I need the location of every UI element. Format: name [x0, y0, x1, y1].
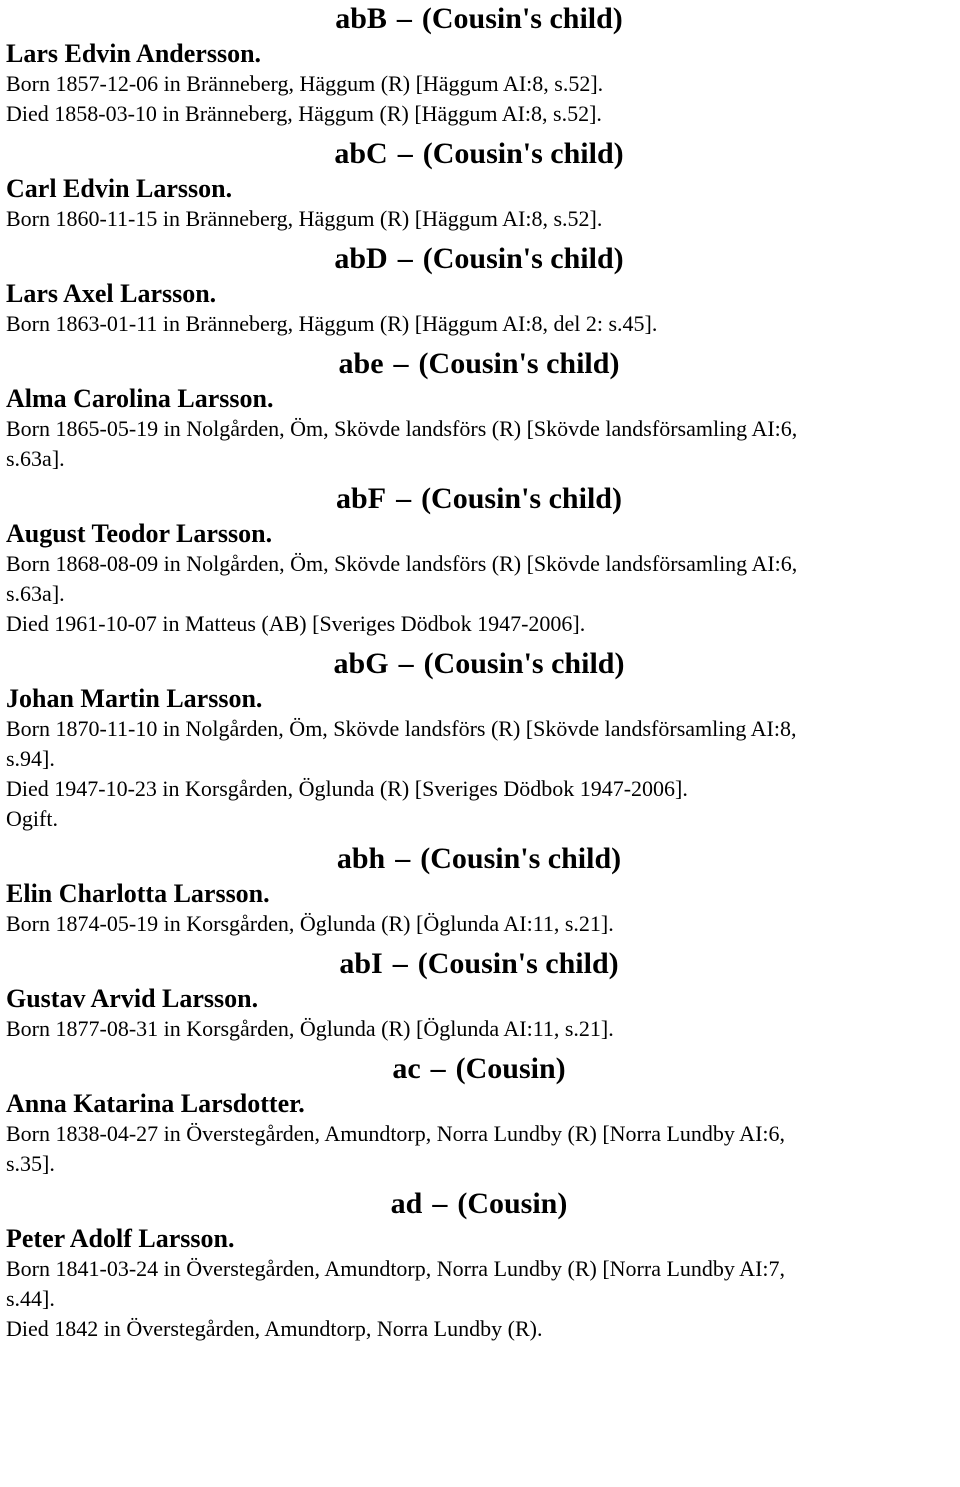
entry-relation: (Cousin's child): [417, 947, 619, 980]
person-name: Carl Edvin Larsson.: [6, 174, 233, 203]
person-entry: [6, 1050, 952, 1179]
person-entry: [6, 345, 952, 474]
person-entry: [6, 645, 952, 834]
entry-dash: –: [398, 647, 414, 680]
entry-relation: (Cousin's child): [421, 2, 623, 35]
detail-line: Died 1947-10-23 in Korsgården, Öglunda (R) [Sveriges Dödbok 1947-2006].: [6, 776, 688, 801]
person-entry: [6, 1185, 952, 1344]
person-name: August Teodor Larsson.: [6, 519, 273, 548]
person-name: Johan Martin Larsson.: [6, 684, 263, 713]
entry-relation: (Cousin's child): [423, 647, 625, 680]
detail-line: s.63a].: [6, 581, 65, 606]
detail-line: Born 1874-05-19 in Korsgården, Öglunda (R) [Öglunda AI:11, s.21].: [6, 911, 614, 936]
detail-line: Died 1858-03-10 in Bränneberg, Häggum (R) [Häggum AI:8, s.52].: [6, 101, 602, 126]
entry-details: [6, 1119, 952, 1179]
entry-details: [6, 1254, 952, 1344]
entry-dash: –: [395, 842, 411, 875]
entry-details: [6, 1014, 952, 1044]
entry-details: [6, 414, 952, 474]
entry-heading: [6, 1185, 952, 1223]
detail-line: Born 1870-11-10 in Nolgården, Öm, Skövde landsförs (R) [Skövde landsförsamling AI:8,: [6, 716, 797, 741]
detail-line: Born 1868-08-09 in Nolgården, Öm, Skövde landsförs (R) [Skövde landsförsamling AI:6,: [6, 551, 798, 576]
person-name: Gustav Arvid Larsson.: [6, 984, 259, 1013]
entry-heading: [6, 0, 952, 38]
detail-line: Born 1863-01-11 in Bränneberg, Häggum (R) [Häggum AI:8, del 2: s.45].: [6, 311, 658, 336]
entry-dash: –: [396, 482, 412, 515]
detail-line: s.94].: [6, 746, 55, 771]
detail-line: Born 1877-08-31 in Korsgården, Öglunda (R) [Öglunda AI:11, s.21].: [6, 1016, 614, 1041]
entry-code: abB: [335, 2, 387, 35]
person-entry: [6, 240, 952, 339]
person-entry: [6, 135, 952, 234]
detail-line: Born 1857-12-06 in Bränneberg, Häggum (R) [Häggum AI:8, s.52].: [6, 71, 604, 96]
entry-code: abF: [336, 482, 387, 515]
entry-dash: –: [397, 137, 413, 170]
person-name: Elin Charlotta Larsson.: [6, 879, 270, 908]
person-name: Alma Carolina Larsson.: [6, 384, 274, 413]
entry-details: [6, 204, 952, 234]
entry-relation: (Cousin): [457, 1187, 568, 1220]
person-name: Anna Katarina Larsdotter.: [6, 1089, 305, 1118]
entry-code: abG: [333, 647, 389, 680]
entry-heading: [6, 480, 952, 518]
entry-heading: [6, 1050, 952, 1088]
entry-dash: –: [396, 2, 412, 35]
entry-relation: (Cousin): [455, 1052, 566, 1085]
entry-relation: (Cousin's child): [418, 347, 620, 380]
entry-dash: –: [393, 347, 409, 380]
detail-line: Died 1961-10-07 in Matteus (AB) [Sveriges Dödbok 1947-2006].: [6, 611, 586, 636]
entry-code: abI: [339, 947, 383, 980]
entry-heading: [6, 240, 952, 278]
entry-code: ad: [390, 1187, 423, 1220]
entry-details: [6, 714, 952, 834]
person-entry: [6, 840, 952, 939]
entry-code: abe: [338, 347, 384, 380]
entry-code: abh: [336, 842, 386, 875]
detail-line: Died 1842 in Överstegården, Amundtorp, Norra Lundby (R).: [6, 1316, 543, 1341]
detail-line: Ogift.: [6, 806, 58, 831]
entry-code: abC: [334, 137, 388, 170]
entry-details: [6, 549, 952, 639]
entry-dash: –: [392, 947, 408, 980]
detail-line: s.63a].: [6, 446, 65, 471]
entry-details: [6, 309, 952, 339]
entry-dash: –: [432, 1187, 448, 1220]
entry-details: [6, 69, 952, 129]
detail-line: s.44].: [6, 1286, 55, 1311]
detail-line: Born 1838-04-27 in Överstegården, Amundtorp, Norra Lundby (R) [Norra Lundby AI:6,: [6, 1121, 786, 1146]
person-name: Lars Edvin Andersson.: [6, 39, 262, 68]
person-entry: [6, 945, 952, 1044]
detail-line: Born 1860-11-15 in Bränneberg, Häggum (R) [Häggum AI:8, s.52].: [6, 206, 603, 231]
entry-heading: [6, 345, 952, 383]
entry-details: [6, 909, 952, 939]
entry-relation: (Cousin's child): [422, 242, 624, 275]
entry-relation: (Cousin's child): [420, 842, 622, 875]
entry-relation: (Cousin's child): [421, 482, 622, 515]
detail-line: Born 1865-05-19 in Nolgården, Öm, Skövde landsförs (R) [Skövde landsförsamling AI:6,: [6, 416, 798, 441]
person-entry: [6, 480, 952, 639]
entry-heading: [6, 645, 952, 683]
entry-code: ac: [392, 1052, 421, 1085]
person-name: Peter Adolf Larsson.: [6, 1224, 235, 1253]
entry-relation: (Cousin's child): [422, 137, 624, 170]
entry-heading: [6, 945, 952, 983]
entry-dash: –: [430, 1052, 446, 1085]
detail-line: s.35].: [6, 1151, 55, 1176]
person-entry: [6, 0, 952, 129]
detail-line: Born 1841-03-24 in Överstegården, Amundtorp, Norra Lundby (R) [Norra Lundby AI:7,: [6, 1256, 786, 1281]
entry-heading: [6, 840, 952, 878]
entry-dash: –: [397, 242, 413, 275]
entry-heading: [6, 135, 952, 173]
person-name: Lars Axel Larsson.: [6, 279, 217, 308]
entry-code: abD: [334, 242, 388, 275]
